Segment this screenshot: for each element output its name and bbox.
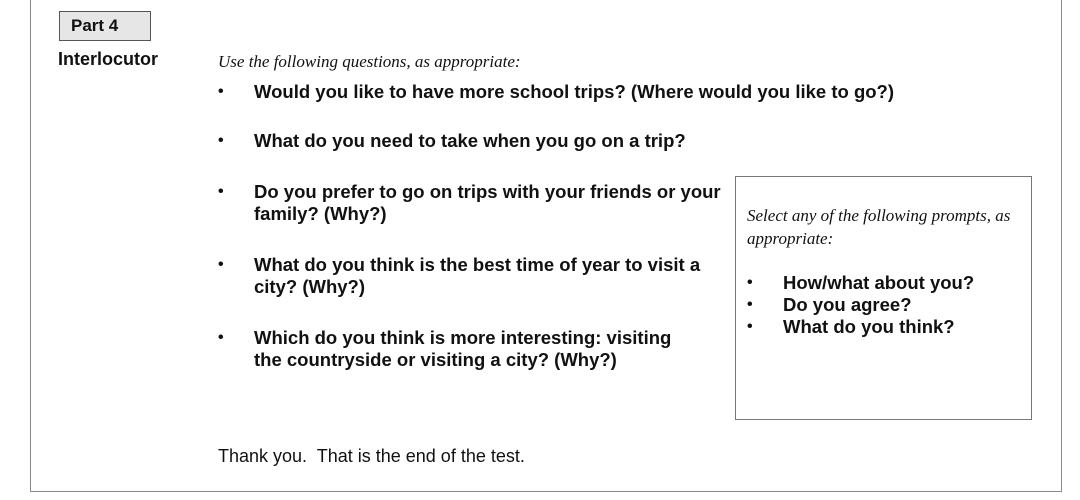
- question-text: Which do you think is more interesting: visiting the countryside or visiting a city? (Why?): [254, 327, 672, 370]
- bullet-icon: •: [747, 296, 753, 313]
- prompt-box-intro: Select any of the following prompts, as appropriate:: [747, 206, 1011, 248]
- prompt-list: [747, 272, 1027, 338]
- prompt-text: How/what about you?: [783, 272, 975, 293]
- question-text: Would you like to have more school trips? (Where would you like to go?): [254, 81, 895, 102]
- question-text: What do you think is the best time of year to visit a city? (Why?): [254, 254, 701, 297]
- prompt-item: [747, 316, 1027, 338]
- closing-text: Thank you. That is the end of the test.: [218, 446, 525, 466]
- role-label: Interlocutor: [58, 49, 159, 69]
- bullet-icon: •: [218, 83, 224, 100]
- question-text: Do you prefer to go on trips with your friends or your family? (Why?): [254, 181, 721, 224]
- prompt-text: What do you think?: [783, 316, 955, 337]
- instruction-text: Use the following questions, as appropriate:: [218, 52, 521, 71]
- prompt-item: [747, 272, 1027, 294]
- prompt-text: Do you agree?: [783, 294, 912, 315]
- bullet-icon: •: [218, 256, 224, 273]
- bullet-icon: •: [747, 274, 753, 291]
- bullet-icon: •: [218, 329, 224, 346]
- part-label: Part 4: [59, 11, 151, 41]
- bullet-icon: •: [747, 318, 753, 335]
- bullet-icon: •: [218, 183, 224, 200]
- prompt-item: [747, 294, 1027, 316]
- bullet-icon: •: [218, 132, 224, 149]
- question-text: What do you need to take when you go on a trip?: [254, 130, 686, 151]
- prompt-box: [735, 176, 1032, 420]
